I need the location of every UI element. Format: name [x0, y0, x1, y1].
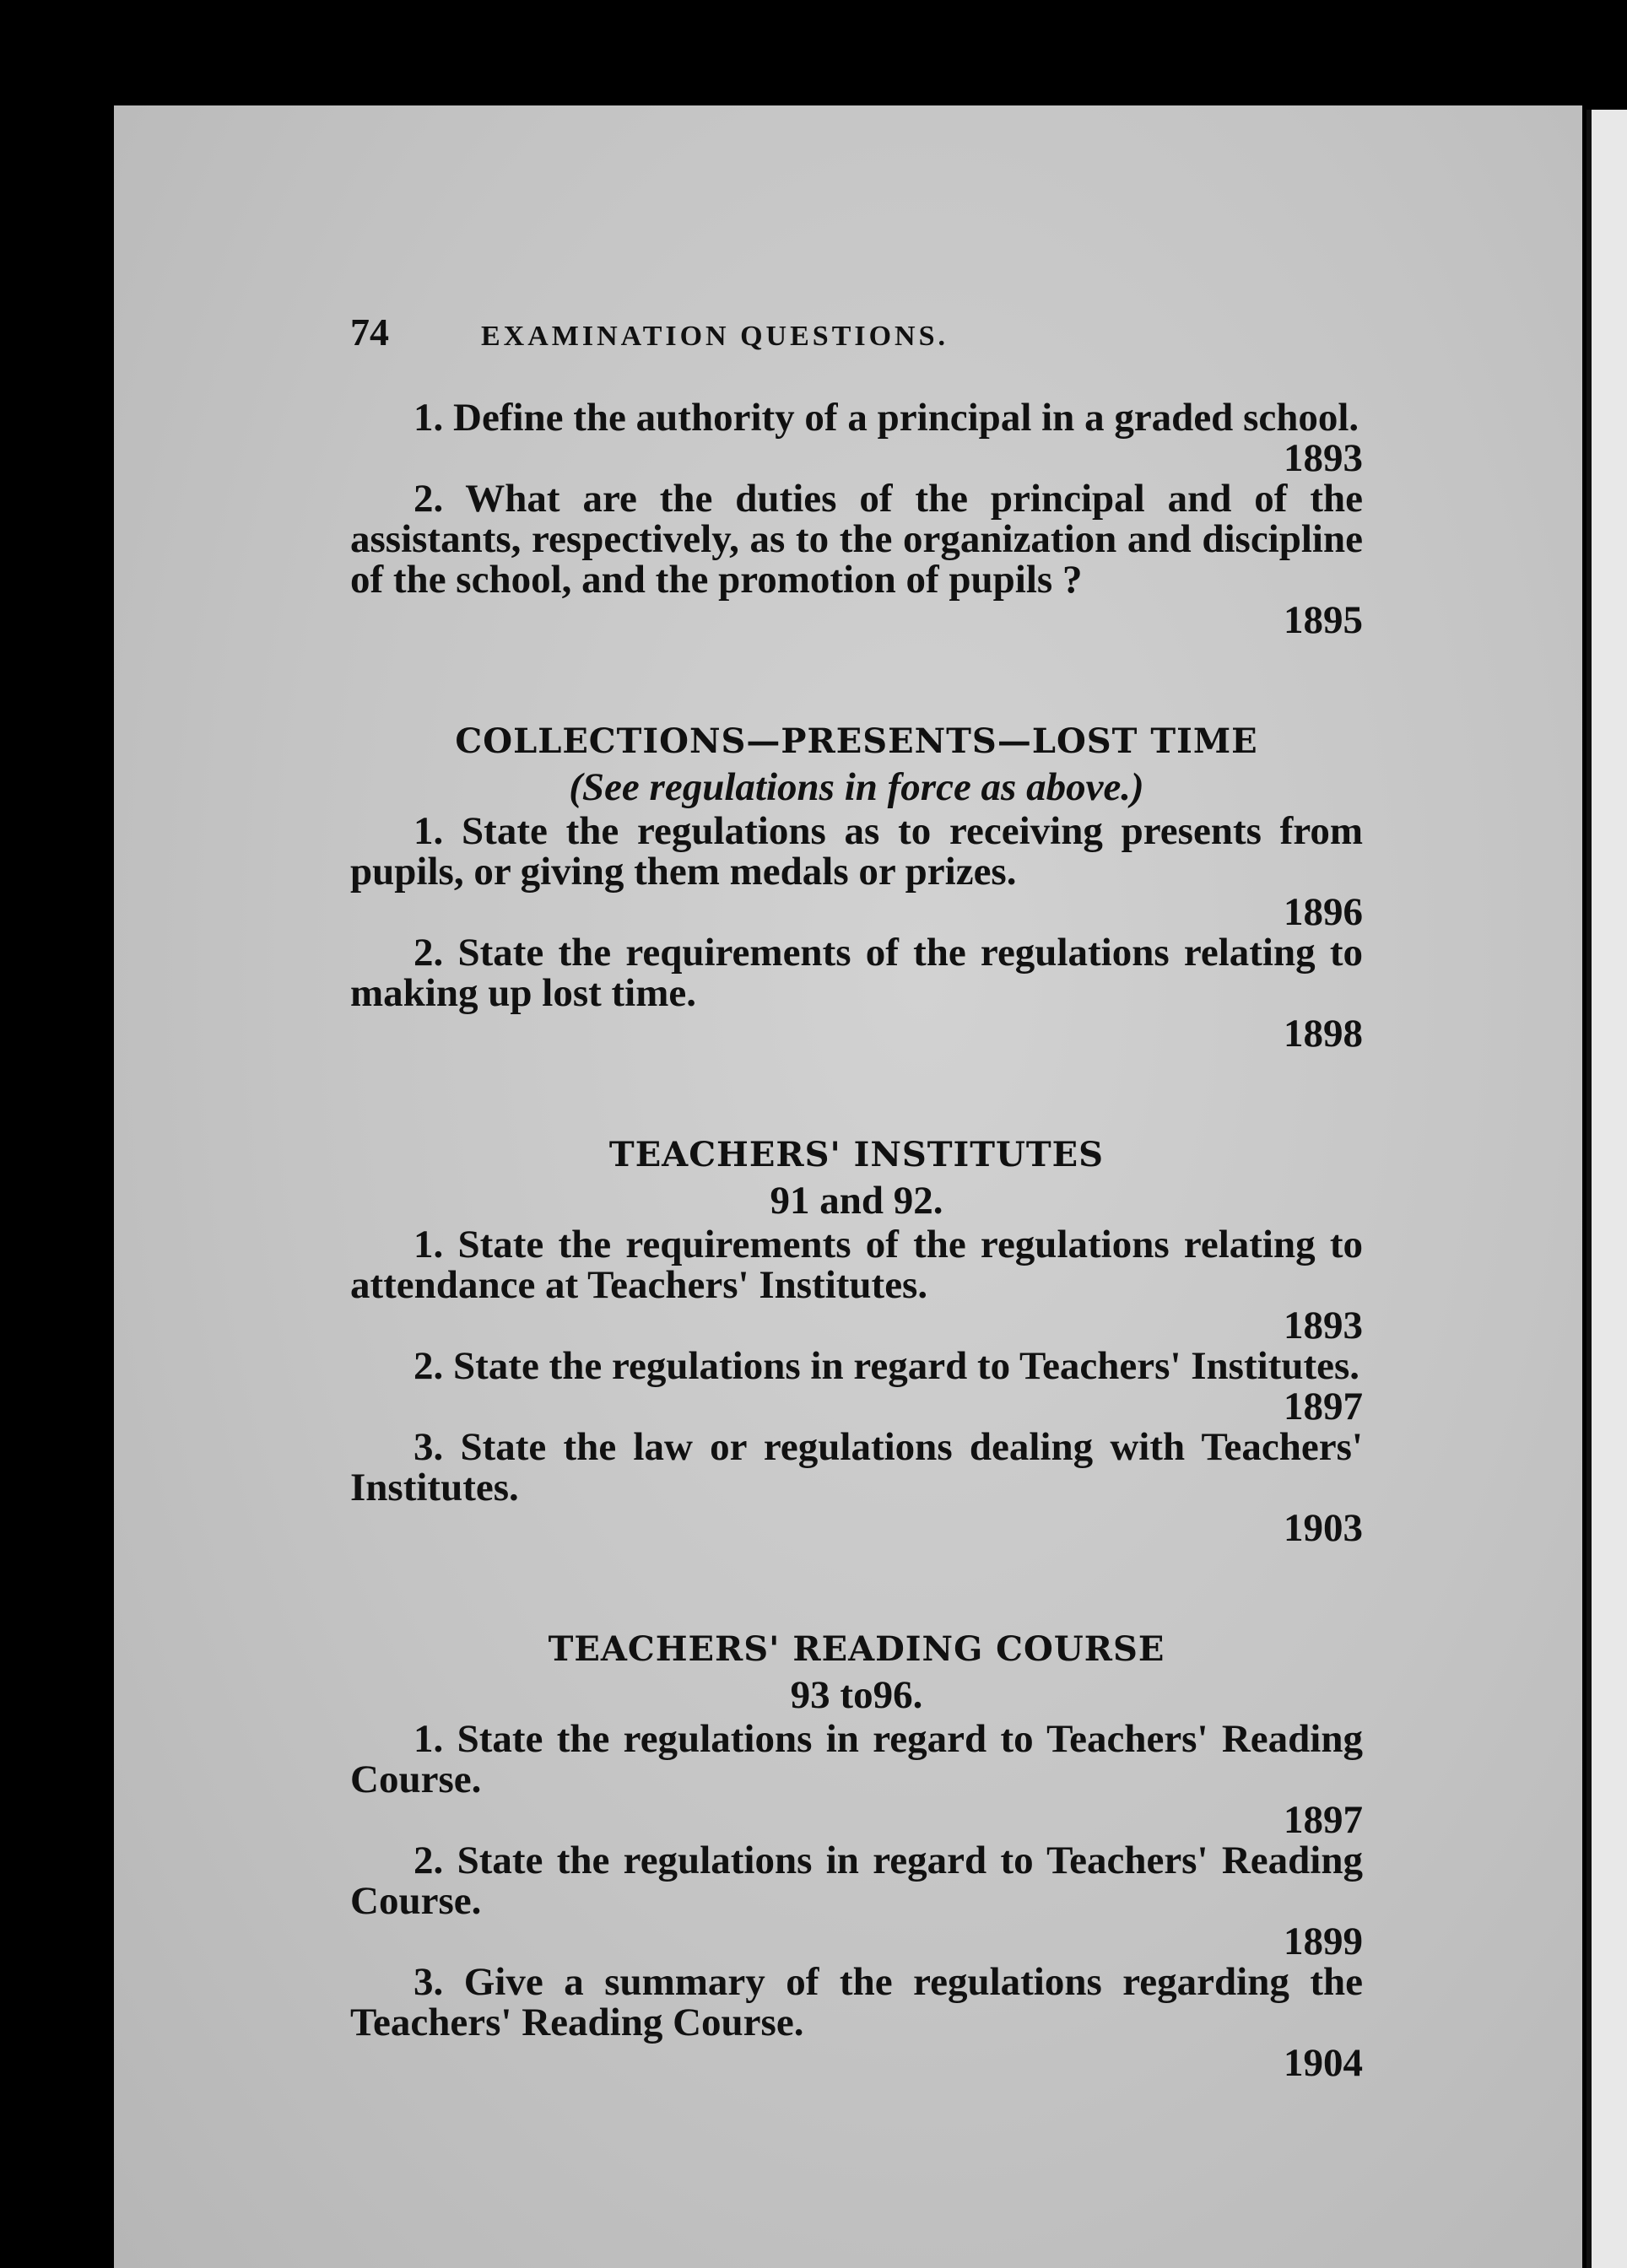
running-title: EXAMINATION QUESTIONS. [481, 321, 949, 352]
running-head [350, 312, 1363, 357]
question-item [350, 1224, 1363, 1346]
question-year: 1904 [1284, 2041, 1363, 2085]
page-text [350, 312, 1363, 2083]
question-item [350, 397, 1363, 478]
section-subtitle: 93 to96. [790, 1673, 923, 1717]
question-text: 2. State the regulations in regard to Teachers' Reading Course. [350, 1839, 1363, 1923]
question-year: 1893 [1284, 436, 1363, 480]
section-title: COLLECTIONS—PRESENTS—LOST TIME [455, 721, 1258, 761]
question-text: 2. State the regulations in regard to Teachers' Institutes. [414, 1344, 1360, 1388]
page-number: 74 [350, 310, 389, 354]
question-year: 1903 [1284, 1506, 1363, 1550]
question-year: 1897 [1284, 1385, 1363, 1428]
question-year: 1895 [1284, 598, 1363, 642]
question-year: 1896 [1284, 890, 1363, 934]
question-text: 1. State the regulations as to receiving presents from pupils, or giving them medals or prizes. [350, 809, 1363, 894]
question-item [350, 478, 1363, 640]
question-item [350, 932, 1363, 1054]
section-teachers-institutes [350, 1135, 1363, 1548]
question-item [350, 1719, 1363, 1840]
section-title: TEACHERS' READING COURSE [548, 1629, 1165, 1669]
question-text: 2. State the requirements of the regulations relating to making up lost time. [350, 931, 1363, 1015]
question-year: 1898 [1284, 1012, 1363, 1056]
question-year: 1897 [1284, 1798, 1363, 1842]
section-title: TEACHERS' INSTITUTES [608, 1135, 1105, 1174]
section-subtitle: (See regulations in force as above.) [569, 765, 1144, 809]
question-item [350, 1840, 1363, 1962]
intro-questions [350, 397, 1363, 640]
question-text: 1. State the regulations in regard to Teachers' Reading Course. [350, 1717, 1363, 1801]
section-reading-course [350, 1629, 1363, 2083]
question-item [350, 1427, 1363, 1548]
question-text: 3. Give a summary of the regulations regarding the Teachers' Reading Course. [350, 1960, 1363, 2044]
question-item [350, 811, 1363, 932]
question-text: 3. State the law or regulations dealing with Teachers' Institutes. [350, 1425, 1363, 1509]
question-item [350, 1962, 1363, 2083]
adjacent-page-edge [1586, 110, 1627, 2268]
section-subtitle: 91 and 92. [770, 1179, 943, 1223]
question-text: 1. Define the authority of a principal in a graded school. [414, 396, 1359, 440]
question-year: 1893 [1284, 1304, 1363, 1347]
section-collections [350, 721, 1363, 1054]
question-item [350, 1346, 1363, 1427]
question-text: 1. State the requirements of the regulations relating to attendance at Teachers' Institutes. [350, 1223, 1363, 1307]
question-text: 2. What are the duties of the principal and of the assistants, respectively, as to the organization and discipline of the school, and the promotion of pupils ? [350, 477, 1363, 602]
question-year: 1899 [1284, 1920, 1363, 1963]
